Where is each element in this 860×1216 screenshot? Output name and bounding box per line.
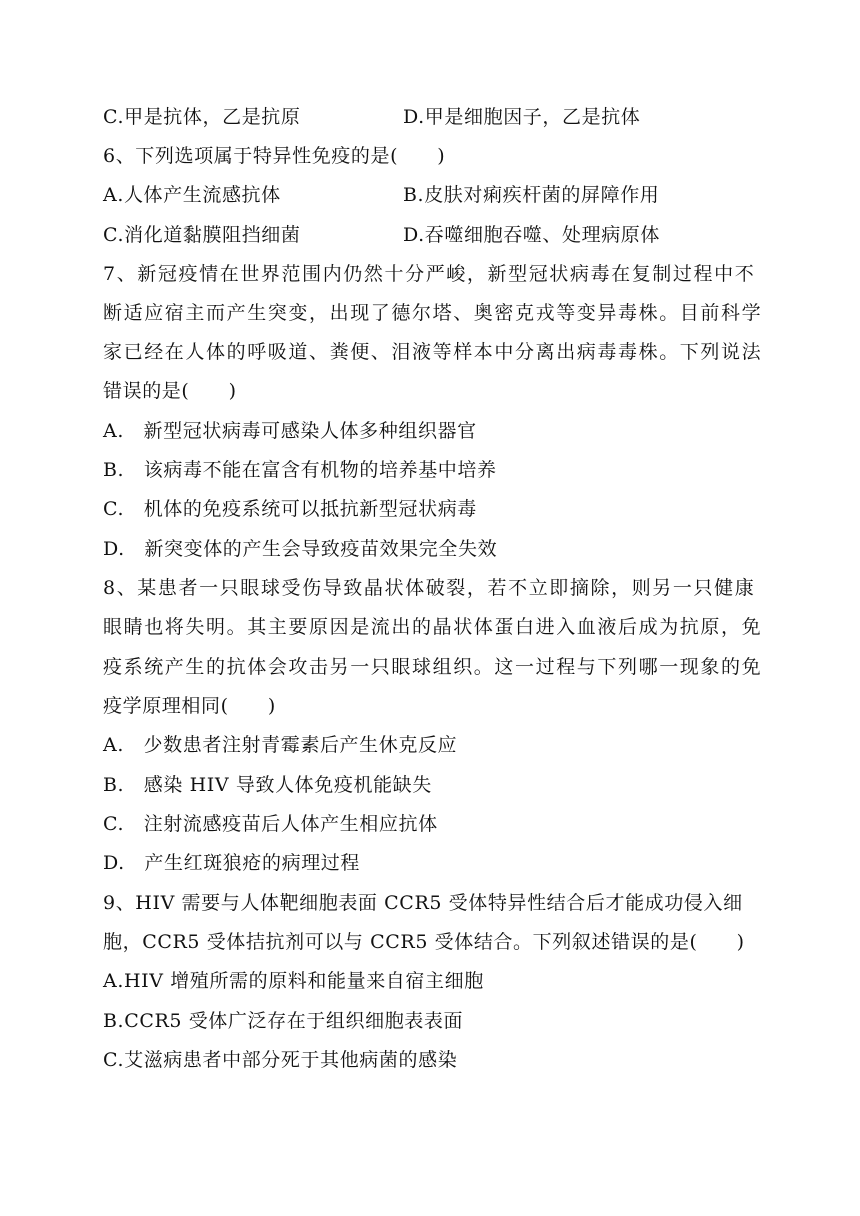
q9-option-a: A.HIV 增殖所需的原料和能量来自宿主细胞 xyxy=(103,970,484,992)
q7-stem-line-1: 7、新冠疫情在世界范围内仍然十分严峻，新型冠状病毒在复制过程中不 xyxy=(103,263,756,285)
q7-option-a: A. 新型冠状病毒可感染人体多种组织器官 xyxy=(103,420,477,442)
q7-stem-line-2: 断适应宿主而产生突变，出现了德尔塔、奥密克戎等变异毒株。目前科学 xyxy=(103,302,763,324)
q8-option-c: C. 注射流感疫苗后人体产生相应抗体 xyxy=(103,813,438,835)
q8-option-b: B. 感染 HIV 导致人体免疫机能缺失 xyxy=(103,774,432,796)
q7-option-b: B. 该病毒不能在富含有机物的培养基中培养 xyxy=(103,459,497,481)
q8-option-d: D. 产生红斑狼疮的病理过程 xyxy=(103,852,360,874)
q7-option-c: C. 机体的免疫系统可以抵抗新型冠状病毒 xyxy=(103,498,477,520)
q6-option-b: B.皮肤对痢疾杆菌的屏障作用 xyxy=(403,184,660,206)
q6-option-a: A.人体产生流感抗体 xyxy=(103,184,281,206)
q9-stem-line-1: 9、HIV 需要与人体靶细胞表面 CCR5 受体特异性结合后才能成功侵入细 xyxy=(103,892,743,914)
q8-stem-line-2: 眼睛也将失明。其主要原因是流出的晶状体蛋白进入血液后成为抗原，免 xyxy=(103,616,763,638)
q6-stem: 6、下列选项属于特异性免疫的是( ) xyxy=(103,145,446,167)
q6-option-d: D.吞噬细胞吞噬、处理病原体 xyxy=(403,224,660,246)
q9-option-b: B.CCR5 受体广泛存在于组织细胞表表面 xyxy=(103,1010,464,1032)
q8-option-a: A. 少数患者注射青霉素后产生休克反应 xyxy=(103,734,458,756)
q5-option-c: C.甲是抗体，乙是抗原 xyxy=(103,106,301,128)
q8-stem-line-4: 疫学原理相同( ) xyxy=(103,695,276,717)
q9-option-c: C.艾滋病患者中部分死于其他病菌的感染 xyxy=(103,1049,458,1071)
q8-stem-line-3: 疫系统产生的抗体会攻击另一只眼球组织。这一过程与下列哪一现象的免 xyxy=(103,656,763,678)
q6-option-c: C.消化道黏膜阻挡细菌 xyxy=(103,224,301,246)
q7-stem-line-3: 家已经在人体的呼吸道、粪便、泪液等样本中分离出病毒毒株。下列说法 xyxy=(103,341,763,363)
q7-option-d: D. 新突变体的产生会导致疫苗效果完全失效 xyxy=(103,538,498,560)
q5-option-d: D.甲是细胞因子，乙是抗体 xyxy=(403,106,641,128)
q8-stem-line-1: 8、某患者一只眼球受伤导致晶状体破裂，若不立即摘除，则另一只健康 xyxy=(103,577,756,599)
q7-stem-line-4: 错误的是( ) xyxy=(103,380,237,402)
q9-stem-line-2: 胞，CCR5 受体拮抗剂可以与 CCR5 受体结合。下列叙述错误的是( ) xyxy=(103,931,745,953)
